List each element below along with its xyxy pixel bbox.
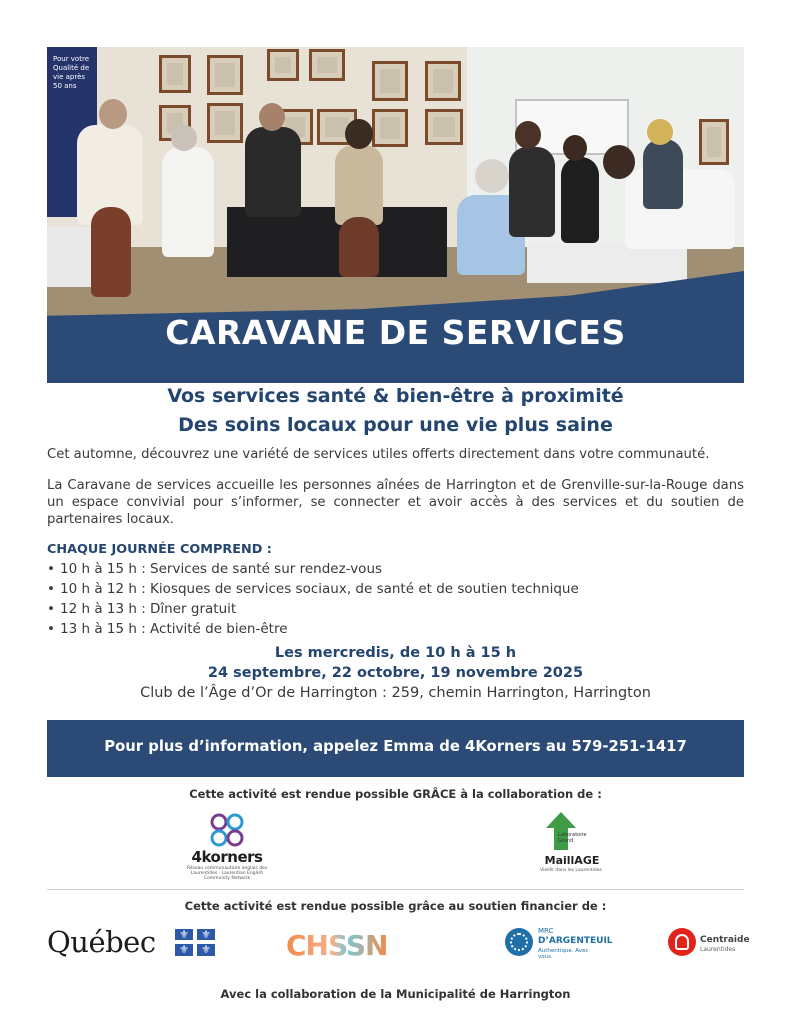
wall-frame: [207, 55, 243, 95]
argenteuil-tagline: Authentique. Avec vous.: [538, 948, 589, 960]
centraide-name: Centraide: [700, 935, 750, 945]
chssn-logo: [286, 928, 416, 960]
description-paragraph: La Caravane de services accueille les personnes aînées de Harrington et de Grenville-sur-la-Rouge dans un espace convivial pour s’informer, se connecter et avoir accès à des services et du soutien de partenaires locaux.: [47, 478, 744, 527]
4korners-knot-icon: [207, 812, 247, 848]
argenteuil-line1: MRC: [538, 927, 554, 935]
schedule-list: [47, 559, 744, 639]
collaboration-caption: Cette activité est rendue possible GRÂCE à la collaboration de :: [189, 787, 602, 801]
contact-info: Pour plus d’information, appelez Emma de 4Korners au 579-251-1417: [104, 738, 687, 755]
person: [91, 207, 131, 297]
centraide-hand-icon: [668, 928, 696, 956]
list-item: [47, 619, 744, 639]
schedule-desc: Kiosques de services sociaux, de santé et de soutien technique: [145, 581, 579, 597]
event-days: Les mercredis, de 10 h à 15 h: [274, 645, 517, 661]
person: [561, 157, 599, 243]
wall-frame: [372, 109, 408, 147]
wall-frame: [699, 119, 729, 165]
person: [245, 127, 301, 217]
wall-frame: [159, 55, 191, 93]
4korners-logo: [186, 812, 268, 881]
person-head: [475, 159, 509, 193]
person-head: [563, 135, 587, 161]
list-item: [47, 579, 744, 599]
argenteuil-logo: [505, 925, 613, 961]
divider: [47, 889, 744, 890]
subtitle-line-1: Vos services santé & bien-être à proximité: [167, 385, 624, 407]
quebec-flag-icon: ⚜ ⚜ ⚜ ⚜: [175, 929, 215, 956]
person: [162, 147, 214, 257]
schedule-desc: Activité de bien-être: [145, 621, 288, 637]
person: [509, 147, 555, 237]
wall-frame: [309, 49, 345, 81]
municipal-credit: Avec la collaboration de la Municipalité de Harrington: [220, 987, 571, 1001]
hero-photo: [47, 47, 744, 383]
schedule-time: 10 h à 15 h :: [60, 561, 146, 577]
event-dates: 24 septembre, 22 octobre, 19 novembre 2025: [207, 665, 584, 681]
maillage-logo: [540, 810, 602, 880]
4korners-tagline: Réseau communautaire anglais des Laurentides · Laurentian English Community Network: [186, 866, 268, 881]
page-title: CARAVANE DE SERVICES: [165, 313, 626, 352]
intro-text: Cet automne, découvrez une variété de services utiles offerts directement dans votre communauté.: [47, 447, 710, 462]
quebec-logo: [47, 925, 219, 963]
wall-frame: [267, 49, 299, 81]
argenteuil-emblem-icon: [505, 928, 533, 956]
wall-frame: [207, 103, 243, 143]
person-head: [171, 125, 197, 151]
event-venue: Club de l’Âge d’Or de Harrington : 259, chemin Harrington, Harrington: [140, 685, 651, 701]
subtitle-line-2: Des soins locaux pour une vie plus saine: [178, 414, 613, 436]
person-head: [259, 103, 285, 131]
person-head: [99, 99, 127, 129]
person-head: [603, 145, 635, 179]
schedule-time: 12 h à 13 h :: [60, 601, 146, 617]
maillage-small-text: Laboratoire Grand: [558, 832, 587, 844]
centraide-logo: [668, 926, 750, 960]
wall-frame: [425, 109, 463, 145]
centraide-region: Laurentides: [700, 946, 736, 953]
person-head: [345, 119, 373, 149]
quebec-wordmark: Québec: [47, 925, 156, 959]
list-item: [47, 599, 744, 619]
schedule-title: CHAQUE JOURNÉE COMPREND :: [47, 542, 272, 557]
list-item: [47, 559, 744, 579]
4korners-name: 4korners: [191, 848, 263, 866]
maillage-name: MaillAGE: [544, 854, 600, 867]
schedule-time: 13 h à 15 h :: [60, 621, 146, 637]
person: [339, 217, 379, 277]
schedule-time: 10 h à 12 h :: [60, 581, 146, 597]
person-head: [515, 121, 541, 149]
funding-caption: Cette activité est rendue possible grâce au soutien financier de :: [184, 899, 607, 913]
schedule-desc: Dîner gratuit: [145, 601, 237, 617]
exhibit-table-right: [527, 243, 687, 283]
wall-frame: [372, 61, 408, 101]
person-head: [647, 119, 673, 145]
schedule-desc: Services de santé sur rendez-vous: [145, 561, 383, 577]
person: [643, 139, 683, 209]
info-band: [47, 720, 744, 777]
argenteuil-line2: D’ARGENTEUIL: [538, 936, 613, 946]
wall-frame: [425, 61, 461, 101]
chssn-text: CHSSN: [286, 929, 388, 960]
person: [335, 145, 383, 225]
chssn-wordmark: [286, 928, 416, 960]
maillage-tagline: Vieillir dans les Laurentides: [540, 868, 602, 873]
banner-stand-text: Pour votre Qualité de vie après 50 ans: [53, 55, 90, 90]
